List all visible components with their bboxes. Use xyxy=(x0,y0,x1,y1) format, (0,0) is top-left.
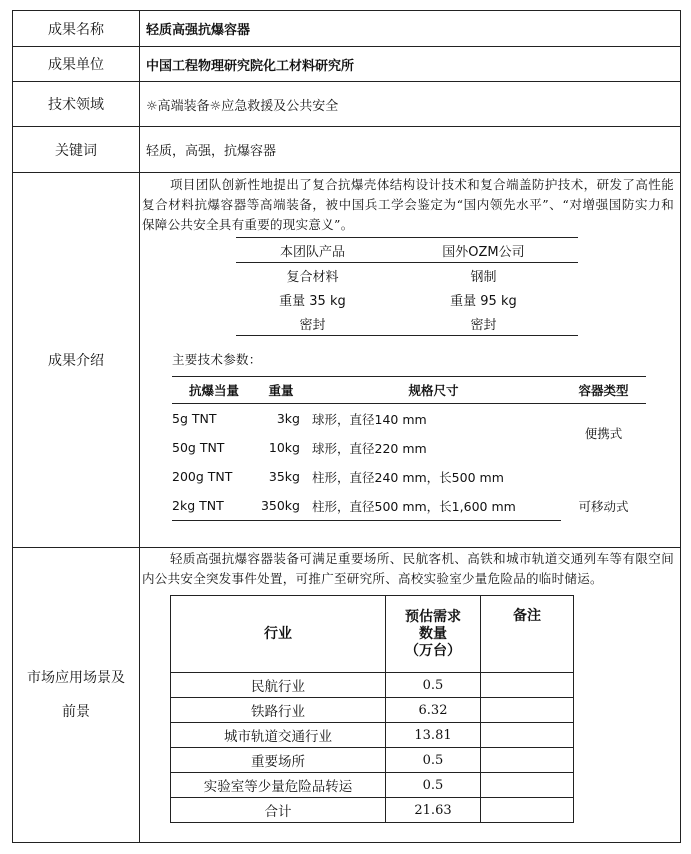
params-title: 主要技术参数： xyxy=(172,352,262,367)
row-market xyxy=(13,548,681,843)
comparison-row xyxy=(236,287,578,311)
params-row xyxy=(172,404,646,434)
market-industry: 重要场所 xyxy=(171,748,386,773)
comparison-row xyxy=(236,311,578,336)
params-header-type: 容器类型 xyxy=(561,377,646,404)
market-industry: 实验室等少量危险品转运 xyxy=(171,773,386,798)
comparison-cell: 密封 xyxy=(236,311,389,336)
comparison-header-ours: 本团队产品 xyxy=(236,238,389,263)
params-equivalent: 50g TNT xyxy=(172,440,225,455)
market-demand: 0.5 xyxy=(386,673,481,698)
params-weight: 35kg xyxy=(268,469,300,484)
market-paragraph: 轻质高强抗爆容器装备可满足重要场所、民航客机、高铁和城市轨道交通列车等有限空间内公共安全突发事件处置，可推广至研究所、高校实验室少量危险品的临时储运。 xyxy=(142,551,674,586)
market-industry: 铁路行业 xyxy=(171,698,386,723)
value-keywords: 轻质，高强，抗爆容器 xyxy=(140,127,681,173)
market-header xyxy=(171,596,574,673)
comparison-cell: 重量 95 kg xyxy=(450,293,517,309)
market-row xyxy=(171,698,574,723)
value-name: 轻质高强抗爆容器 xyxy=(140,11,681,47)
label-field: 技术领域 xyxy=(13,82,140,127)
comparison-cell: 钢制 xyxy=(470,269,497,285)
market-row xyxy=(171,723,574,748)
market-row xyxy=(171,673,574,698)
params-spec: 柱形，直径240 mm，长500 mm xyxy=(312,469,504,485)
market-note xyxy=(481,698,574,723)
market-header-demand-line3: （万台） xyxy=(405,642,461,659)
label-intro: 成果介绍 xyxy=(13,173,140,548)
params-weight: 10kg xyxy=(268,440,300,455)
market-row-total xyxy=(171,798,574,823)
comparison-header xyxy=(236,238,578,263)
achievement-form xyxy=(12,10,681,843)
comparison-cell: 复合材料 xyxy=(286,269,339,285)
market-demand: 6.32 xyxy=(386,698,481,723)
market-header-demand-line1: 预估需求 xyxy=(405,608,461,625)
params-weight: 3kg xyxy=(276,411,300,426)
market-demand: 13.81 xyxy=(386,723,481,748)
row-keywords xyxy=(13,127,681,173)
intro-paragraph: 项目团队创新性地提出了复合抗爆壳体结构设计技术和复合端盖防护技术，研发了高性能复合材料抗爆容器等高端装备，被中国兵工学会鉴定为“国内领先水平”、“对增强国防实力和保障公共安全具有重要的现实意义”。 xyxy=(142,177,674,232)
comparison-header-foreign: 国外OZM公司 xyxy=(389,238,578,263)
comparison-cell: 密封 xyxy=(389,311,578,336)
market-demand: 0.5 xyxy=(386,773,481,798)
market-note xyxy=(481,673,574,698)
row-unit xyxy=(13,47,681,82)
market-row xyxy=(171,773,574,798)
comparison-row xyxy=(236,263,578,288)
market-table xyxy=(170,595,574,823)
market-note xyxy=(481,748,574,773)
market-demand-total: 21.63 xyxy=(386,798,481,823)
params-header-spec: 规格尺寸 xyxy=(306,377,561,404)
params-type-portable: 便携式 xyxy=(584,426,623,441)
params-type-movable: 可移动式 xyxy=(578,498,629,514)
comparison-table xyxy=(236,237,578,336)
market-header-demand-line2: 数量 xyxy=(419,625,447,642)
market-header-note: 备注 xyxy=(481,596,574,673)
market-row xyxy=(171,748,574,773)
params-table xyxy=(172,376,646,521)
label-market xyxy=(13,548,140,843)
market-industry-total: 合计 xyxy=(171,798,386,823)
params-spec: 球形，直径140 mm xyxy=(312,411,427,427)
comparison-cell: 重量 35 kg xyxy=(279,293,346,309)
params-header-equivalent: 抗爆当量 xyxy=(172,377,256,404)
market-header-industry: 行业 xyxy=(171,596,386,673)
label-market-line1: 市场应用场景及 xyxy=(27,670,125,686)
params-row xyxy=(172,462,646,491)
params-spec: 柱形，直径500 mm，长1,600 mm xyxy=(306,491,561,521)
params-equivalent: 2kg TNT xyxy=(172,491,256,521)
row-name xyxy=(13,11,681,47)
value-unit: 中国工程物理研究院化工材料研究所 xyxy=(140,47,681,82)
market-industry: 城市轨道交通行业 xyxy=(171,723,386,748)
params-equivalent: 5g TNT xyxy=(172,411,217,426)
label-unit: 成果单位 xyxy=(13,47,140,82)
params-spec: 球形，直径220 mm xyxy=(312,440,427,456)
params-header xyxy=(172,377,646,404)
row-field xyxy=(13,82,681,127)
label-name: 成果名称 xyxy=(13,11,140,47)
label-keywords: 关键词 xyxy=(13,127,140,173)
market-header-demand xyxy=(386,596,481,673)
market-note xyxy=(481,798,574,823)
market-demand: 0.5 xyxy=(386,748,481,773)
label-market-line2: 前景 xyxy=(62,704,90,720)
market-industry: 民航行业 xyxy=(171,673,386,698)
value-field: ☼高端装备☼应急救援及公共安全 xyxy=(140,82,681,127)
row-intro xyxy=(13,173,681,548)
market-note xyxy=(481,723,574,748)
params-header-weight: 重量 xyxy=(256,377,306,404)
market-note xyxy=(481,773,574,798)
params-equivalent: 200g TNT xyxy=(172,469,233,484)
intro-content xyxy=(140,173,681,548)
market-content xyxy=(140,548,681,843)
params-weight: 350kg xyxy=(256,491,306,521)
